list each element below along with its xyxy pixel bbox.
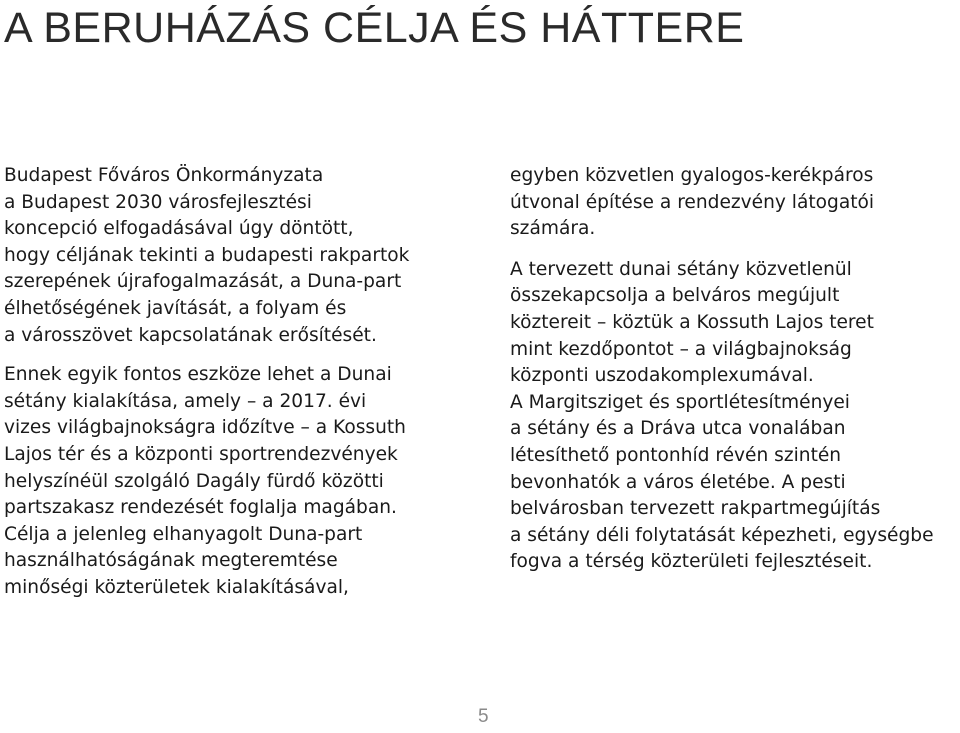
- page-title: A BERUHÁZÁS CÉLJA ÉS HÁTTERE: [4, 4, 745, 52]
- text-line: központi uszodakomplexumával.: [510, 365, 814, 387]
- text-line: Ennek egyik fontos eszköze lehet a Dunai: [4, 364, 392, 386]
- right-column: [510, 163, 958, 576]
- text-line: összekapcsolja a belváros megújult: [510, 285, 840, 307]
- text-line: bevonhatók a város életébe. A pesti: [510, 471, 846, 493]
- text-line: hogy céljának tekinti a budapesti rakpartok: [4, 244, 410, 266]
- text-line: mint kezdőpontot – a világbajnokság: [510, 338, 852, 360]
- text-line: Célja a jelenleg elhanyagolt Duna-part: [4, 523, 363, 545]
- text-line: A tervezett dunai sétány közvetlenül: [510, 258, 852, 280]
- page-number: 5: [478, 706, 489, 727]
- text-line: fogva a térség közterületi fejlesztéseit.: [510, 551, 873, 573]
- left-column: [4, 163, 474, 602]
- text-line: élhetőségének javítását, a folyam és: [4, 297, 347, 319]
- text-line: a városszövet kapcsolatának erősítését.: [4, 324, 377, 346]
- text-line: szerepének újrafogalmazását, a Duna-part: [4, 271, 402, 293]
- text-line: útvonal építése a rendezvény látogatói: [510, 191, 875, 213]
- text-line: használhatóságának megteremtése: [4, 550, 338, 572]
- right-paragraph-2: [510, 257, 958, 576]
- text-line: a sétány és a Dráva utca vonalában: [510, 418, 846, 440]
- right-paragraph-1: [510, 163, 958, 243]
- text-line: A Margitsziget és sportlétesítményei: [510, 391, 850, 413]
- text-line: helyszínéül szolgáló Dagály fürdő közötti: [4, 470, 384, 492]
- text-line: a sétány déli folytatását képezheti, egységbe: [510, 524, 934, 546]
- text-line: minőségi közterületek kialakításával,: [4, 576, 349, 598]
- text-line: partszakasz rendezését foglalja magában.: [4, 497, 397, 519]
- left-paragraph-2: [4, 362, 474, 601]
- text-line: létesíthető pontonhíd révén szintén: [510, 444, 842, 466]
- left-paragraph-1: [4, 163, 474, 349]
- text-line: számára.: [510, 218, 596, 240]
- text-line: vizes világbajnokságra időzítve – a Kossuth: [4, 417, 406, 439]
- text-line: belvárosban tervezett rakpartmegújítás: [510, 498, 881, 520]
- text-line: koncepció elfogadásával úgy döntött,: [4, 218, 354, 240]
- text-line: Lajos tér és a központi sportrendezvények: [4, 443, 398, 465]
- text-line: köztereit – köztük a Kossuth Lajos teret: [510, 311, 874, 333]
- text-line: egyben közvetlen gyalogos-kerékpáros: [510, 165, 874, 186]
- text-line: a Budapest 2030 városfejlesztési: [4, 191, 312, 213]
- text-line: Budapest Főváros Önkormányzata: [4, 165, 324, 186]
- text-line: sétány kialakítása, amely – a 2017. évi: [4, 390, 367, 412]
